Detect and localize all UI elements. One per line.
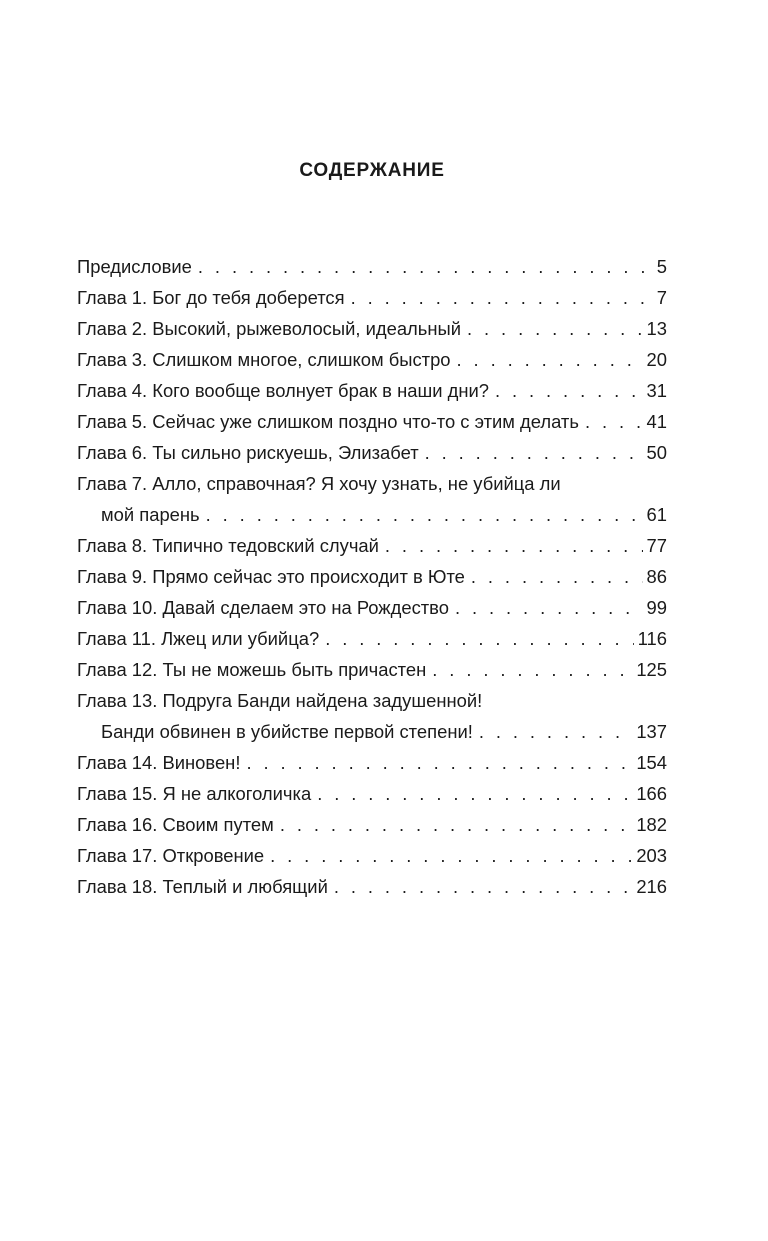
toc-entry <box>77 871 667 902</box>
toc-entry-title: Глава 13. Подруга Банди найдена задушенной! <box>77 690 483 711</box>
toc-entry-title-continuation: Банди обвинен в убийстве первой степени! <box>101 721 473 742</box>
toc-entry <box>77 406 667 437</box>
toc-entry-title: Глава 17. Откровение <box>77 845 265 866</box>
toc-entry-title: Глава 16. Своим путем <box>77 814 274 835</box>
toc-entry-title-continuation: мой парень <box>101 504 200 525</box>
toc-entry-page: 50 <box>646 442 667 463</box>
toc-entry <box>77 592 667 623</box>
table-of-contents <box>77 251 667 902</box>
page-title: СОДЕРЖАНИЕ <box>299 160 445 181</box>
toc-entry <box>77 282 667 313</box>
toc-entry-page: 166 <box>636 783 667 804</box>
dot-leader <box>585 406 643 437</box>
toc-entry-continuation <box>77 499 667 530</box>
toc-entry-page: 7 <box>656 287 667 308</box>
toc-entry-title: Глава 10. Давай сделаем это на Рождество <box>77 597 449 618</box>
dot-leader <box>246 747 632 778</box>
toc-entry-page: 125 <box>636 659 667 680</box>
dot-leader <box>385 530 643 561</box>
dot-leader <box>432 654 632 685</box>
toc-entry-page: 61 <box>646 504 667 525</box>
toc-entry-continuation <box>77 716 667 747</box>
toc-entry-page: 77 <box>646 535 667 556</box>
toc-entry-title: Глава 8. Типично тедовский случай <box>77 535 379 556</box>
toc-entry-title: Глава 4. Кого вообще волнует брак в наши дни? <box>77 380 489 401</box>
toc-entry-title: Предисловие <box>77 256 192 277</box>
toc-entry-title: Глава 5. Сейчас уже слишком поздно что-то с этим делать <box>77 411 579 432</box>
toc-entry-title: Глава 2. Высокий, рыжеволосый, идеальный <box>77 318 462 339</box>
toc-entry-title: Глава 7. Алло, справочная? Я хочу узнать, не убийца ли <box>77 473 561 494</box>
dot-leader <box>471 561 643 592</box>
dot-leader <box>495 375 643 406</box>
toc-entry-title: Глава 18. Теплый и любящий <box>77 876 328 897</box>
toc-entry-title: Глава 1. Бог до тебя доберется <box>77 287 345 308</box>
toc-entry <box>77 375 667 406</box>
toc-entry-page: 203 <box>636 845 667 866</box>
toc-entry-page: 20 <box>646 349 667 370</box>
toc-entry-title: Глава 3. Слишком многое, слишком быстро <box>77 349 451 370</box>
dot-leader <box>479 716 632 747</box>
toc-entry <box>77 468 667 499</box>
toc-entry-title: Глава 14. Виновен! <box>77 752 241 773</box>
toc-entry-page: 41 <box>646 411 667 432</box>
toc-entry-page: 99 <box>646 597 667 618</box>
toc-entry-title: Глава 9. Прямо сейчас это происходит в Юте <box>77 566 465 587</box>
toc-entry-page: 31 <box>646 380 667 401</box>
toc-entry <box>77 530 667 561</box>
toc-entry <box>77 251 667 282</box>
toc-entry <box>77 778 667 809</box>
toc-entry <box>77 313 667 344</box>
toc-entry-page: 182 <box>636 814 667 835</box>
toc-entry-page: 216 <box>636 876 667 897</box>
dot-leader <box>351 282 653 313</box>
dot-leader <box>334 871 632 902</box>
dot-leader <box>280 809 633 840</box>
toc-entry <box>77 561 667 592</box>
toc-entry-title: Глава 12. Ты не можешь быть причастен <box>77 659 427 680</box>
toc-entry-title: Глава 6. Ты сильно рискуешь, Элизабет <box>77 442 419 463</box>
dot-leader <box>270 840 632 871</box>
toc-entry <box>77 344 667 375</box>
toc-entry <box>77 747 667 778</box>
toc-entry-page: 154 <box>636 752 667 773</box>
dot-leader <box>457 344 643 375</box>
toc-entry-title: Глава 15. Я не алкоголичка <box>77 783 312 804</box>
dot-leader <box>425 437 643 468</box>
toc-entry-page: 5 <box>656 256 667 277</box>
dot-leader <box>206 499 643 530</box>
toc-entry <box>77 623 667 654</box>
toc-entry-title: Глава 11. Лжец или убийца? <box>77 628 320 649</box>
dot-leader <box>317 778 632 809</box>
toc-entry <box>77 654 667 685</box>
toc-entry-page: 137 <box>636 721 667 742</box>
dot-leader <box>467 313 643 344</box>
toc-entry <box>77 437 667 468</box>
toc-entry <box>77 809 667 840</box>
dot-leader <box>325 623 633 654</box>
toc-entry <box>77 840 667 871</box>
dot-leader <box>455 592 643 623</box>
dot-leader <box>198 251 653 282</box>
toc-entry <box>77 685 667 716</box>
toc-entry-page: 116 <box>637 628 667 649</box>
toc-entry-page: 86 <box>646 566 667 587</box>
toc-entry-page: 13 <box>646 318 667 339</box>
